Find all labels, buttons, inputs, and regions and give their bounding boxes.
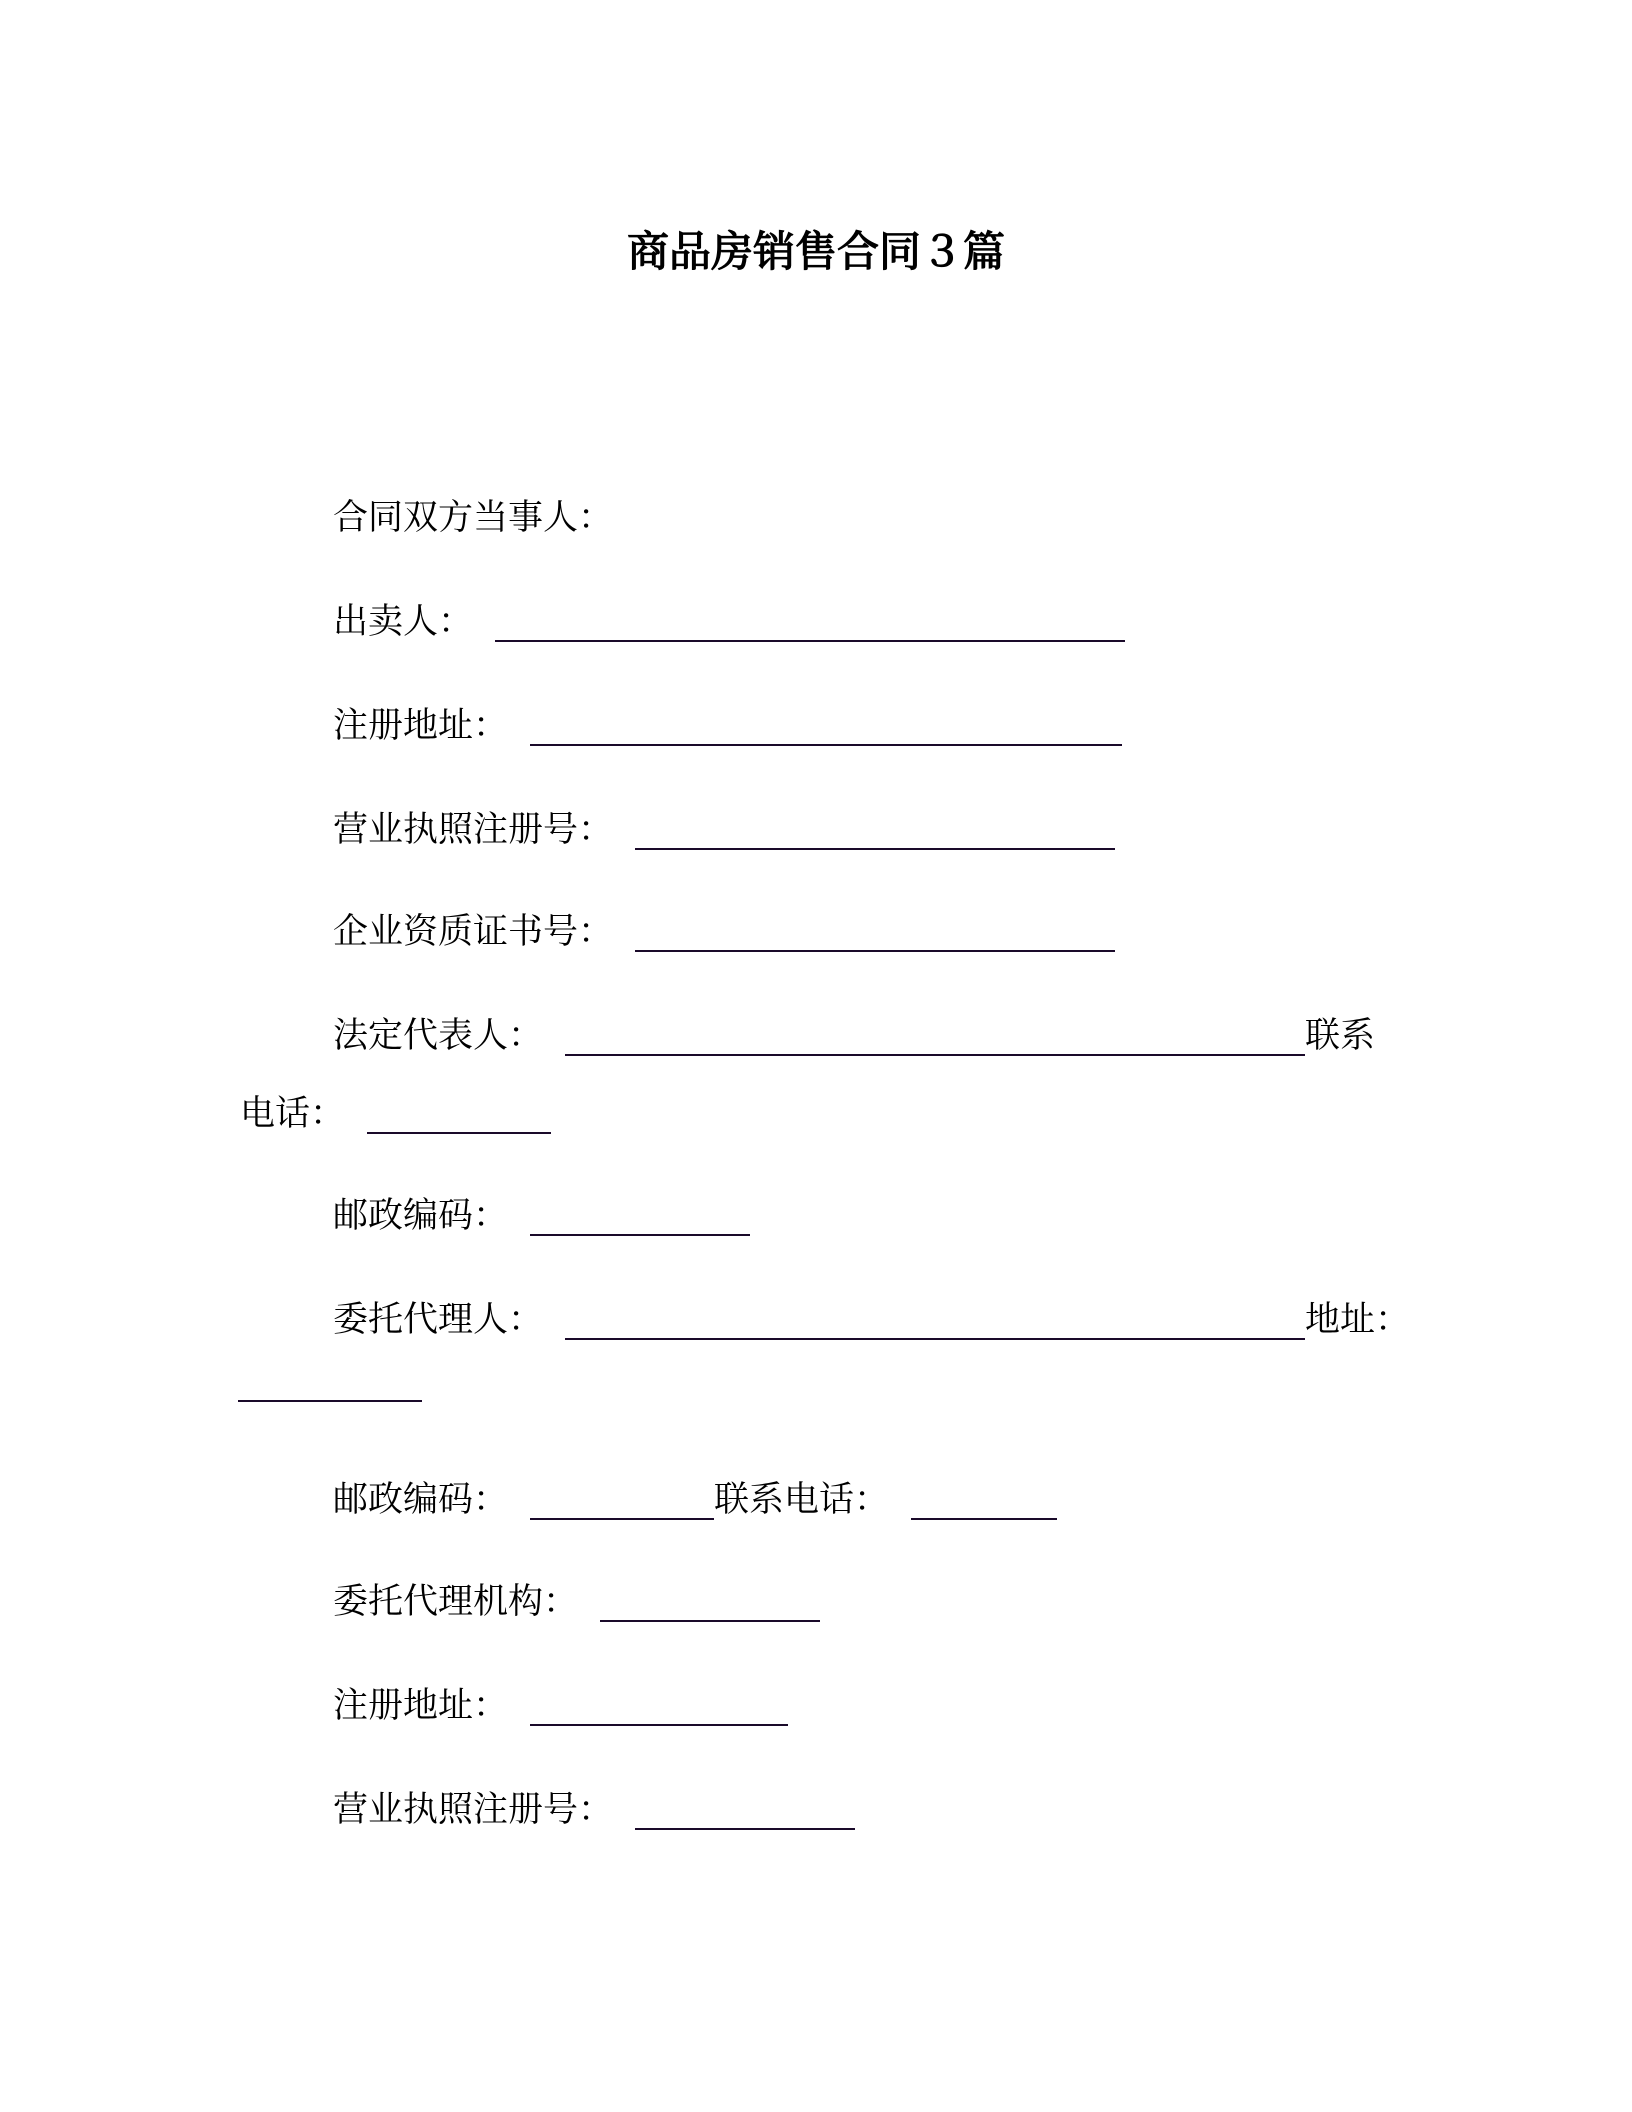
postcode-line [333,1192,750,1240]
business-license-line-2 [333,1786,855,1834]
qualification-line [333,908,1115,956]
agent-line [333,1296,1410,1344]
agent-address-line [238,1366,422,1406]
reg-address-blank[interactable] [530,710,1122,746]
legal-rep-blank[interactable] [565,1020,1305,1056]
reg-address-line [333,702,1122,750]
agency-label: 委托代理机构： [333,1582,579,1622]
postcode-blank[interactable] [530,1200,750,1236]
postcode-label-2: 邮政编码： [333,1480,509,1520]
business-license-label: 营业执照注册号： [333,810,614,850]
business-license-line [333,806,1115,854]
agency-line [333,1578,820,1626]
legal-rep-phone-blank[interactable] [367,1098,551,1134]
business-license-label-2: 营业执照注册号： [333,1790,614,1830]
phone-blank[interactable] [911,1484,1057,1520]
parties-heading: 合同双方当事人： [333,498,614,538]
contact-part2: 电话： [240,1094,346,1134]
postcode-label: 邮政编码： [333,1196,509,1236]
qualification-label: 企业资质证书号： [333,912,614,952]
postcode-blank-2[interactable] [530,1484,714,1520]
reg-address-label: 注册地址： [333,706,509,746]
seller-label: 出卖人： [333,602,474,642]
document-title: 商品房销售合同３篇 [626,227,1005,276]
postcode-phone-line [333,1476,1057,1524]
agency-blank[interactable] [600,1586,820,1622]
agent-address-blank[interactable] [238,1366,422,1402]
qualification-blank[interactable] [635,916,1115,952]
phone-label: 联系电话： [714,1480,890,1520]
seller-line [333,598,1125,646]
legal-rep-phone-line [240,1090,551,1138]
legal-rep-label: 法定代表人： [333,1016,544,1056]
agent-blank[interactable] [565,1304,1305,1340]
reg-address-label-2: 注册地址： [333,1686,509,1726]
business-license-blank[interactable] [635,814,1115,850]
legal-rep-line [333,1012,1375,1060]
contact-part1: 联系 [1305,1016,1376,1056]
reg-address-line-2 [333,1682,788,1730]
business-license-blank-2[interactable] [635,1794,855,1830]
parties-heading-line [333,494,613,542]
agent-label: 委托代理人： [333,1300,544,1340]
address-label: 地址： [1305,1300,1411,1340]
seller-blank[interactable] [495,606,1125,642]
reg-address-blank-2[interactable] [530,1690,788,1726]
